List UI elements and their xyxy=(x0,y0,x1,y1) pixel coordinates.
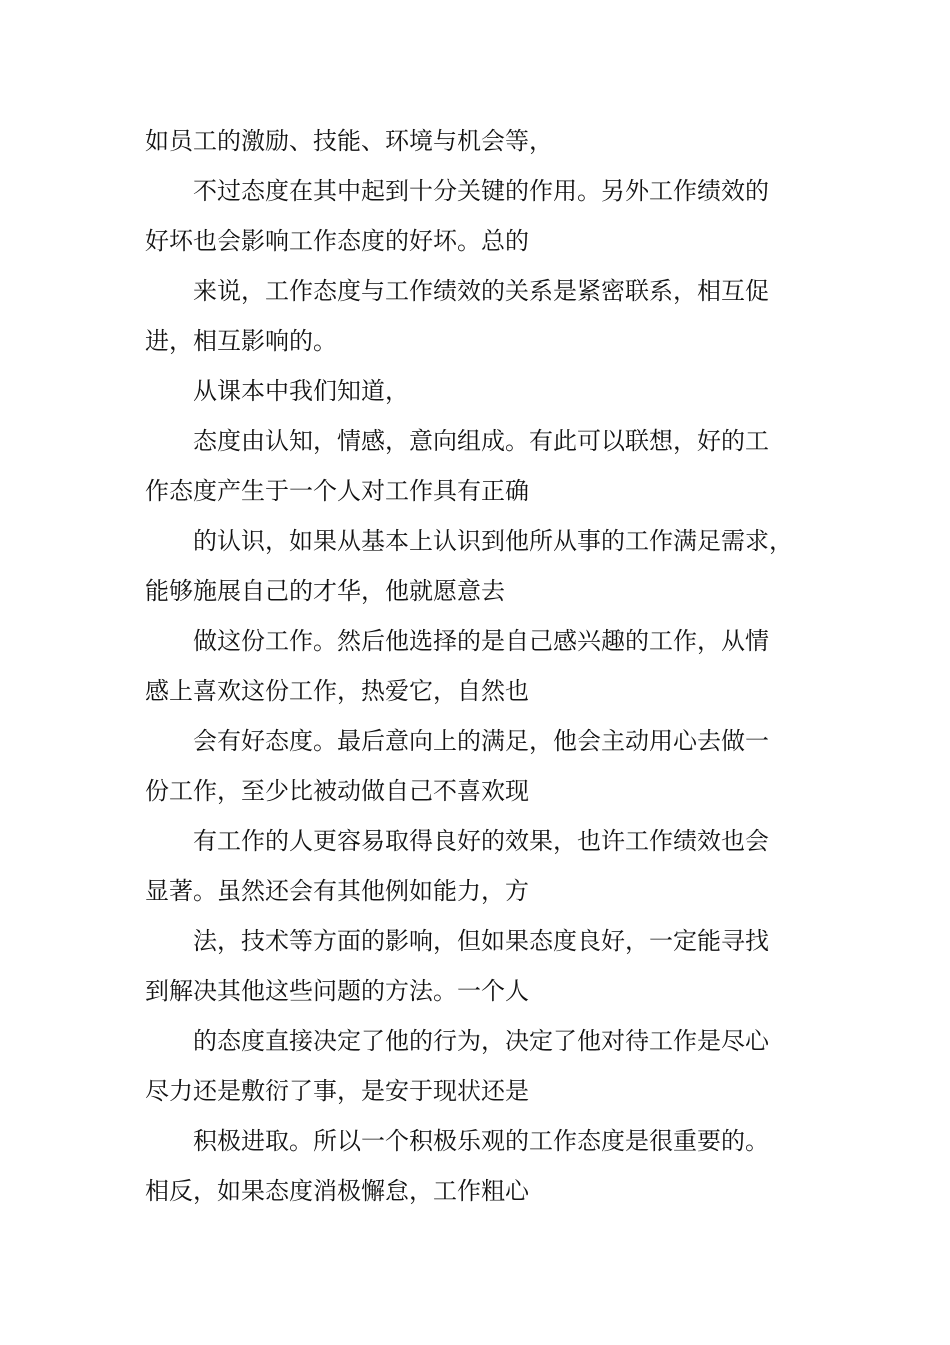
text-line: 进，相互影响的。 xyxy=(145,327,337,355)
text-line: 的态度直接决定了他的行为，决定了他对待工作是尽心 xyxy=(193,1027,769,1055)
text-line: 相反，如果态度消极懈怠，工作粗心 xyxy=(145,1177,529,1205)
text-line: 好坏也会影响工作态度的好坏。总的 xyxy=(145,227,529,255)
text-line: 积极进取。所以一个积极乐观的工作态度是很重要的。 xyxy=(193,1127,769,1155)
text-line: 作态度产生于一个人对工作具有正确 xyxy=(145,477,529,505)
text-line: 的认识，如果从基本上认识到他所从事的工作满足需求， xyxy=(193,527,793,555)
text-line: 法，技术等方面的影响，但如果态度良好，一定能寻找 xyxy=(193,927,769,955)
text-line: 显著。虽然还会有其他例如能力，方 xyxy=(145,877,529,905)
text-line: 会有好态度。最后意向上的满足，他会主动用心去做一 xyxy=(193,727,769,755)
text-line: 态度由认知，情感，意向组成。有此可以联想，好的工 xyxy=(193,427,769,455)
text-line: 不过态度在其中起到十分关键的作用。另外工作绩效的 xyxy=(193,177,769,205)
text-line: 到解决其他这些问题的方法。一个人 xyxy=(145,977,529,1005)
text-line: 能够施展自己的才华，他就愿意去 xyxy=(145,577,505,605)
text-line: 尽力还是敷衍了事，是安于现状还是 xyxy=(145,1077,529,1105)
text-line: 来说，工作态度与工作绩效的关系是紧密联系，相互促 xyxy=(193,277,769,305)
text-line: 从课本中我们知道， xyxy=(193,377,409,405)
text-line: 如员工的激励、技能、环境与机会等， xyxy=(145,127,553,155)
text-line: 感上喜欢这份工作，热爱它，自然也 xyxy=(145,677,529,705)
text-line: 做这份工作。然后他选择的是自己感兴趣的工作，从情 xyxy=(193,627,769,655)
text-line: 份工作，至少比被动做自己不喜欢现 xyxy=(145,777,529,805)
text-line: 有工作的人更容易取得良好的效果，也许工作绩效也会 xyxy=(193,827,769,855)
